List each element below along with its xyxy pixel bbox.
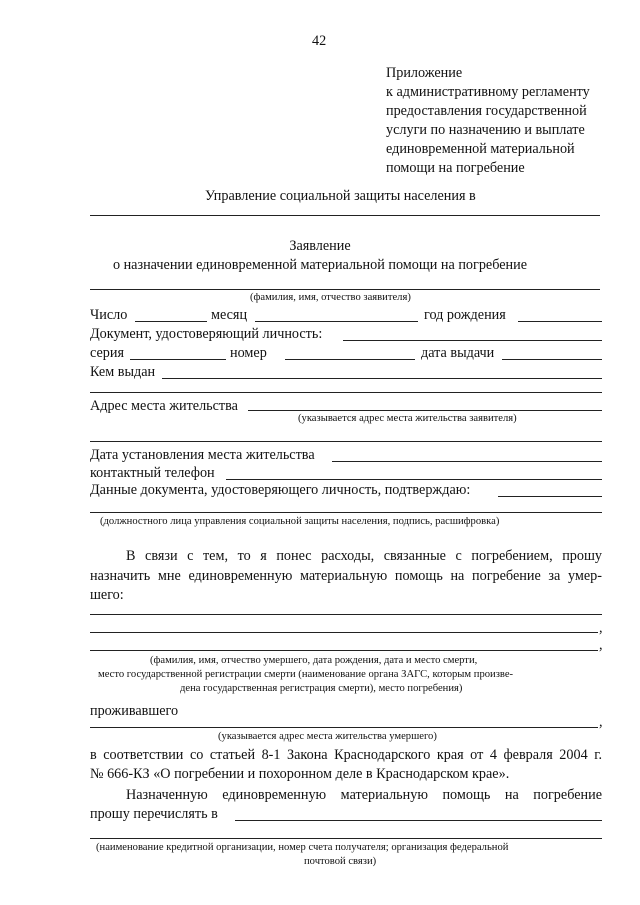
bank-field-2[interactable] bbox=[90, 838, 602, 839]
issued-by-label: Кем выдан bbox=[90, 364, 156, 380]
request-paragraph-line: назначить мне единовременную материальную помощь на погребение за умер- bbox=[90, 568, 602, 584]
appendix-line: Приложение bbox=[386, 65, 463, 81]
issued-by-field-2[interactable] bbox=[90, 392, 602, 393]
deceased-field-1[interactable] bbox=[90, 614, 602, 615]
comma: , bbox=[599, 637, 603, 653]
bank-field[interactable] bbox=[235, 820, 602, 821]
number-field[interactable] bbox=[285, 359, 415, 360]
request-paragraph-line: В связи с тем, то я понес расходы, связанные с погребением, прошу bbox=[126, 548, 602, 564]
appendix-line: к административному регламенту bbox=[386, 84, 590, 100]
document-title: Заявление bbox=[289, 238, 351, 254]
appendix-line: предоставления государственной bbox=[386, 103, 587, 119]
deceased-address-field[interactable] bbox=[90, 727, 598, 728]
payment-paragraph-line: прошу перечислять в bbox=[90, 806, 218, 822]
confirm-field[interactable] bbox=[498, 496, 602, 497]
deceased-field-3[interactable] bbox=[90, 650, 598, 651]
comma: , bbox=[599, 620, 603, 636]
official-caption: (должностного лица управления социальной защиты населения, подпись, расшифровка) bbox=[100, 516, 500, 527]
appendix-line: единовременной материальной bbox=[386, 141, 575, 157]
issue-date-field[interactable] bbox=[502, 359, 602, 360]
deceased-field-2[interactable] bbox=[90, 632, 598, 633]
law-paragraph-line: № 666-КЗ «О погребении и похоронном деле в Краснодарском крае». bbox=[90, 766, 510, 782]
appendix-line: помощи на погребение bbox=[386, 160, 525, 176]
id-document-label: Документ, удостоверяющий личность: bbox=[90, 326, 323, 342]
series-label: серия bbox=[90, 345, 124, 361]
residence-date-label: Дата установления места жительства bbox=[90, 447, 315, 463]
comma: , bbox=[599, 714, 603, 730]
payment-paragraph-line: Назначенную единовременную материальную помощь на погребение bbox=[126, 787, 602, 803]
official-field[interactable] bbox=[90, 512, 602, 513]
phone-field[interactable] bbox=[226, 479, 602, 480]
bank-caption: (наименование кредитной организации, номер счета получателя; организация федеральной bbox=[96, 842, 509, 853]
year-field[interactable] bbox=[518, 321, 602, 322]
year-label: год рождения bbox=[424, 307, 506, 323]
month-label: месяц bbox=[211, 307, 248, 323]
deceased-caption: (фамилия, имя, отчество умершего, дата рождения, дата и место смерти, bbox=[150, 655, 478, 666]
document-subtitle: о назначении единовременной материальной помощи на погребение bbox=[112, 257, 528, 273]
phone-label: контактный телефон bbox=[90, 465, 215, 481]
day-label: Число bbox=[90, 307, 128, 323]
bank-caption: почтовой связи) bbox=[304, 856, 377, 867]
deceased-caption: место государственной регистрации смерти (наименование органа ЗАГС, которым произве- bbox=[98, 669, 514, 680]
issued-by-field[interactable] bbox=[162, 378, 602, 379]
address-field[interactable] bbox=[248, 410, 602, 411]
number-label: номер bbox=[230, 345, 267, 361]
residence-date-field[interactable] bbox=[332, 461, 602, 462]
department-label: Управление социальной защиты населения в bbox=[205, 188, 476, 204]
law-paragraph-line: в соответствии со статьей 8-1 Закона Краснодарского края от 4 февраля 2004 г. bbox=[90, 747, 602, 763]
page-number: 42 bbox=[312, 33, 327, 49]
applicant-name-field[interactable] bbox=[90, 289, 600, 290]
request-paragraph-line: шего: bbox=[90, 587, 124, 603]
address-field-2[interactable] bbox=[90, 441, 602, 442]
issue-date-label: дата выдачи bbox=[421, 345, 495, 361]
confirm-label: Данные документа, удостоверяющего личность, подтверждаю: bbox=[90, 482, 471, 498]
day-field[interactable] bbox=[135, 321, 207, 322]
appendix-line: услуги по назначению и выплате bbox=[386, 122, 585, 138]
series-field[interactable] bbox=[130, 359, 226, 360]
deceased-caption: дена государственная регистрация смерти), место погребения) bbox=[180, 683, 463, 694]
appendix-block bbox=[386, 64, 590, 178]
address-label: Адрес места жительства bbox=[90, 398, 238, 414]
deceased-address-caption: (указывается адрес места жительства умершего) bbox=[218, 731, 437, 742]
applicant-name-caption: (фамилия, имя, отчество заявителя) bbox=[250, 292, 411, 303]
department-field[interactable] bbox=[90, 215, 600, 216]
month-field[interactable] bbox=[255, 321, 418, 322]
id-document-field[interactable] bbox=[343, 340, 602, 341]
lived-label: проживавшего bbox=[90, 703, 179, 719]
address-caption: (указывается адрес места жительства заявителя) bbox=[298, 413, 517, 424]
